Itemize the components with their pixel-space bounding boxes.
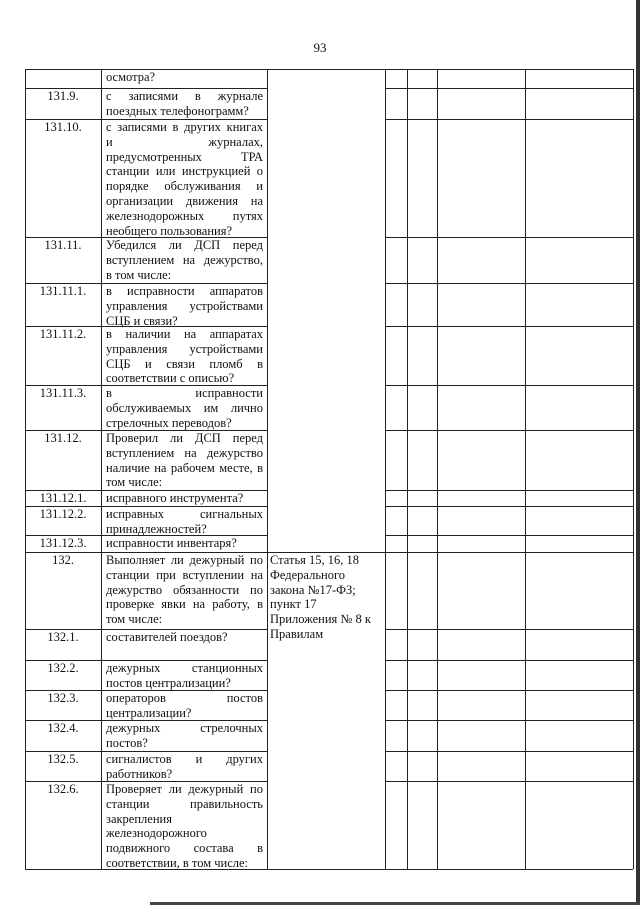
- question-line: необщего пользования?: [106, 223, 233, 238]
- question-line: поездных телефонограмм?: [106, 103, 249, 118]
- question-line: станции или инструкцией о: [106, 164, 263, 179]
- row-line: [385, 660, 633, 661]
- item-question: [106, 721, 263, 751]
- row-line: [385, 535, 633, 536]
- question-line: станции правильность: [106, 796, 263, 811]
- question-line: СЦБ и связи?: [106, 313, 178, 328]
- question-line: постов централизации?: [106, 675, 231, 690]
- item-question: [106, 386, 263, 430]
- item-question: [106, 630, 263, 645]
- row-line: [385, 88, 633, 89]
- question-line: управления устройствами: [106, 341, 263, 356]
- item-question: [106, 661, 263, 691]
- legal-reference-line: Статья 15, 16, 18: [270, 553, 360, 567]
- row-line: [385, 720, 633, 721]
- question-line: постов?: [106, 735, 148, 750]
- question-line: операторов постов: [106, 691, 263, 705]
- legal-reference-line: пункт 17: [270, 597, 317, 612]
- item-question: [106, 431, 263, 490]
- question-line: исправных сигнальных: [106, 507, 263, 521]
- item-number: 132.6.: [47, 782, 79, 796]
- column-line: [25, 69, 26, 869]
- item-number: 131.12.3.: [39, 536, 87, 550]
- item-number: 131.11.: [44, 238, 82, 252]
- question-line: наличие на рабочем месте, в: [106, 460, 263, 475]
- item-number: 131.11.2.: [39, 327, 87, 341]
- question-line: исправного инструмента?: [106, 491, 244, 505]
- row-line: [385, 781, 633, 782]
- column-line: [437, 69, 438, 869]
- question-line: дежурство обязанности по: [106, 582, 263, 597]
- row-line: [385, 326, 633, 327]
- item-number: 132.3.: [47, 691, 79, 705]
- question-line: осмотра?: [106, 70, 156, 84]
- legal-reference-line: Приложения № 8 к: [270, 612, 371, 627]
- item-number: 131.12.: [44, 431, 82, 445]
- question-line: исправности инвентаря?: [106, 536, 237, 550]
- item-number: 131.12.2.: [39, 507, 87, 521]
- row-line: [385, 430, 633, 431]
- question-line: Проверяет ли дежурный по: [106, 782, 263, 796]
- row-line: [385, 629, 633, 630]
- item-question: [106, 691, 263, 721]
- row-line: [385, 751, 633, 752]
- item-number: 131.12.1.: [39, 491, 87, 505]
- question-line: станции при вступлении на: [106, 567, 263, 582]
- question-line: в том числе:: [106, 267, 172, 282]
- item-question: [106, 536, 263, 551]
- legal-reference-line: Федерального: [270, 567, 346, 582]
- question-line: в исправности: [106, 386, 263, 400]
- legal-reference: [270, 553, 380, 642]
- question-line: стрелочных переводов?: [106, 415, 232, 430]
- item-question: [106, 238, 263, 282]
- row-line: [385, 506, 633, 507]
- question-line: в наличии на аппаратах: [106, 327, 263, 341]
- item-question: [106, 70, 263, 85]
- item-question: [106, 120, 263, 238]
- row-line: [385, 490, 633, 491]
- question-line: вступлением на дежурство: [106, 445, 263, 460]
- row-line: [385, 283, 633, 284]
- question-line: проверке явки на работу, в: [106, 597, 263, 612]
- page-number: 93: [313, 40, 327, 55]
- row-line: [385, 385, 633, 386]
- question-line: централизации?: [106, 705, 192, 720]
- question-line: Убедился ли ДСП перед: [106, 238, 263, 252]
- column-line: [101, 69, 102, 869]
- item-question: [106, 89, 263, 119]
- item-question: [106, 752, 263, 782]
- item-number: 132.4.: [47, 721, 79, 735]
- item-question: [106, 491, 263, 506]
- question-line: принадлежностей?: [106, 521, 207, 536]
- item-number: 131.11.1.: [39, 284, 87, 298]
- question-line: обслуживаемых им лично: [106, 400, 263, 415]
- question-line: закрепления: [106, 811, 172, 826]
- question-line: СЦБ и связи пломб в: [106, 356, 263, 371]
- question-line: сигналистов и других: [106, 752, 263, 766]
- item-question: [106, 507, 263, 537]
- question-line: железнодорожных путях: [106, 208, 263, 223]
- item-number: 131.11.3.: [39, 386, 87, 400]
- question-line: подвижного состава в: [106, 841, 263, 856]
- question-line: дежурных станционных: [106, 661, 263, 675]
- column-line: [525, 69, 526, 869]
- question-line: порядке обслуживания и: [106, 179, 263, 194]
- item-question: [106, 782, 263, 871]
- question-line: Выполняет ли дежурный по: [106, 553, 263, 567]
- question-line: соответствии, в том числе:: [106, 855, 249, 870]
- question-line: соответствии с описью?: [106, 371, 235, 386]
- legal-reference-line: закона №17-ФЗ;: [270, 582, 356, 597]
- row-line: [385, 552, 633, 553]
- question-line: том числе:: [106, 475, 163, 490]
- question-line: управления устройствами: [106, 298, 263, 313]
- question-line: составителей поездов?: [106, 630, 228, 644]
- question-line: железнодорожного: [106, 826, 207, 841]
- row-line: [385, 119, 633, 120]
- question-line: дежурных стрелочных: [106, 721, 263, 735]
- item-number: 131.9.: [47, 89, 79, 103]
- scan-edge-shadow: [636, 0, 640, 905]
- column-line: [633, 69, 634, 869]
- item-number: 132.2.: [47, 661, 79, 675]
- row-line: [385, 237, 633, 238]
- question-line: работников?: [106, 766, 173, 781]
- question-line: с записями в других книгах: [106, 120, 263, 134]
- question-line: организации движения на: [106, 193, 263, 208]
- item-number: 132.: [52, 553, 74, 567]
- question-line: Проверил ли ДСП перед: [106, 431, 263, 445]
- column-line: [385, 69, 386, 869]
- row-line: [385, 690, 633, 691]
- item-question: [106, 553, 263, 627]
- column-line: [267, 69, 268, 869]
- question-line: предусмотренных ТРА: [106, 149, 263, 164]
- item-number: 132.5.: [47, 752, 79, 766]
- question-line: вступлением на дежурство,: [106, 252, 263, 267]
- legal-reference-line: Правилам: [270, 626, 324, 641]
- question-line: и журналах,: [106, 134, 263, 149]
- item-number: 131.10.: [44, 120, 82, 134]
- item-question: [106, 327, 263, 386]
- question-line: в исправности аппаратов: [106, 284, 263, 298]
- question-line: с записями в журнале: [106, 89, 263, 103]
- item-number: 132.1.: [47, 630, 79, 644]
- item-question: [106, 284, 263, 328]
- column-line: [407, 69, 408, 869]
- question-line: том числе:: [106, 612, 163, 627]
